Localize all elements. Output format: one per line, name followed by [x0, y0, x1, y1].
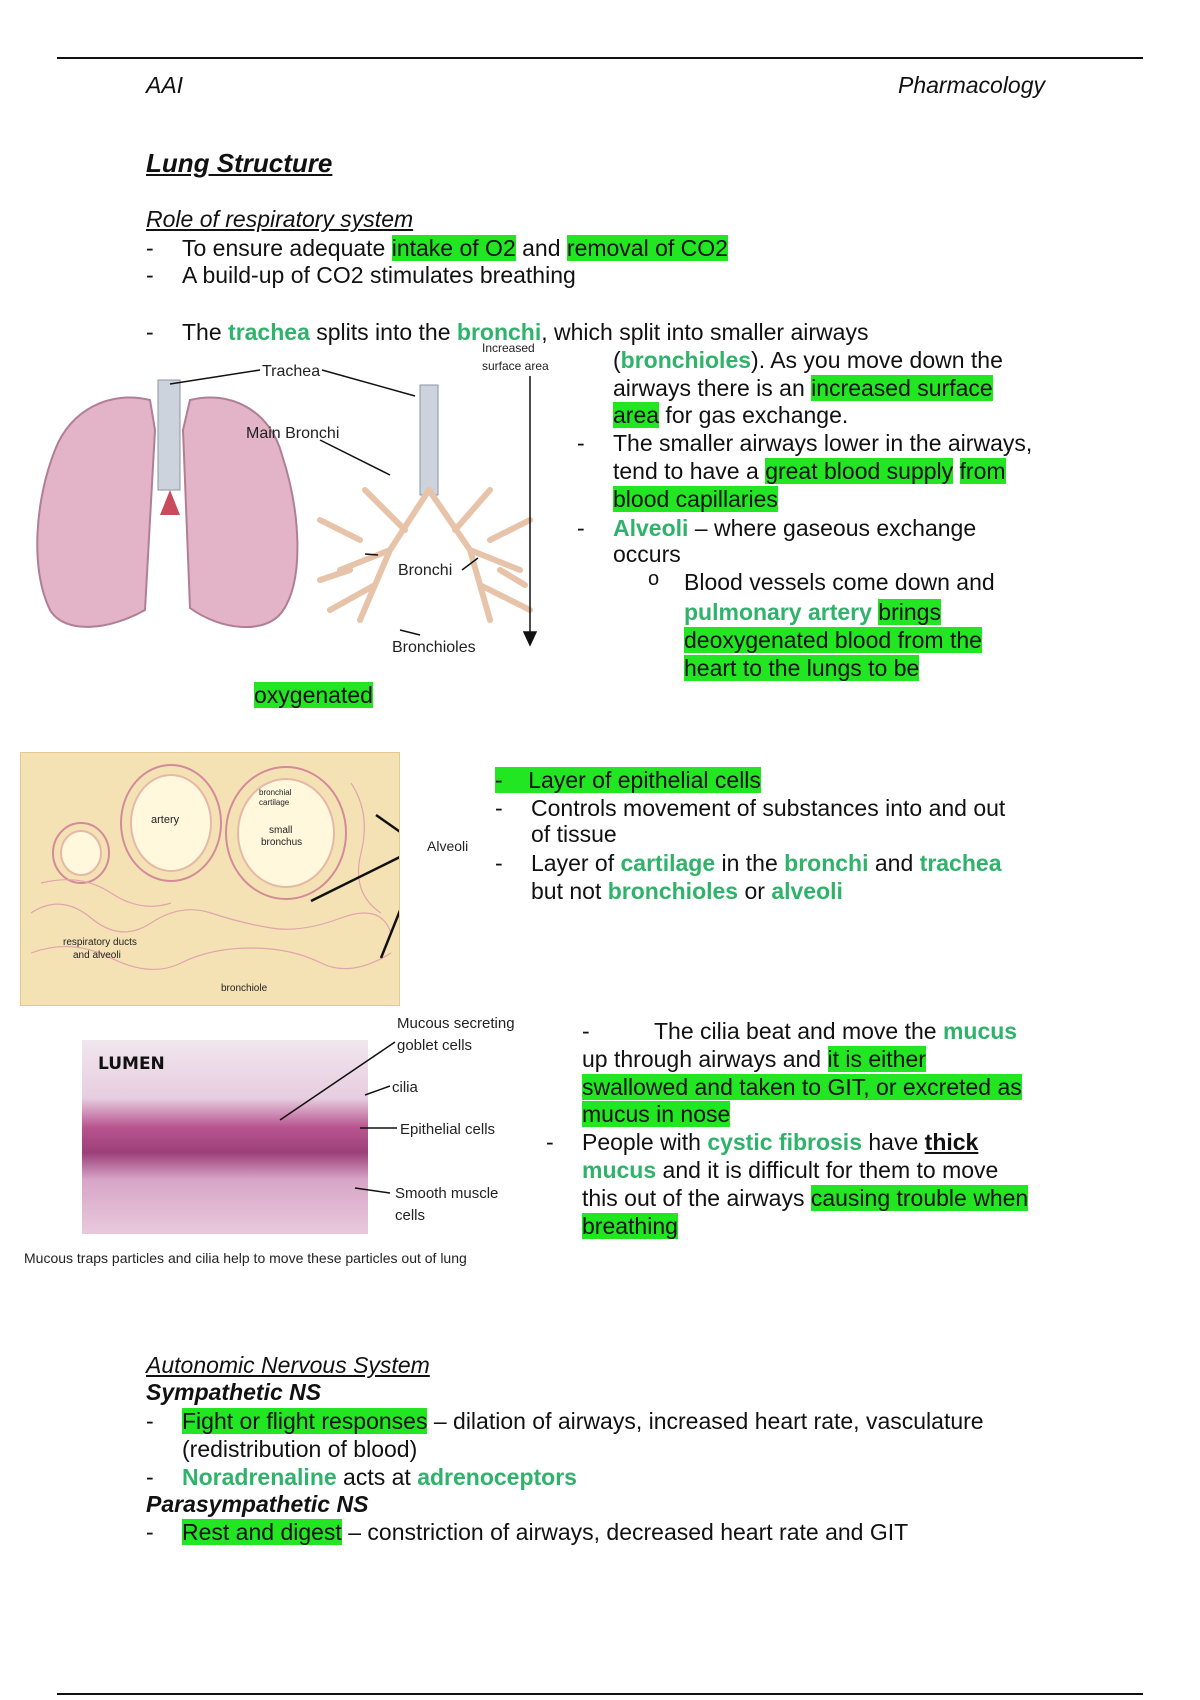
hist-artery: artery [151, 814, 180, 826]
airways-line-9: occurs [613, 541, 681, 567]
hist-resp-1: respiratory ducts [63, 937, 137, 948]
lung-diagram [20, 340, 580, 660]
bronchi-right-branch [429, 490, 530, 620]
airways-line-10: Blood vessels come down and [684, 569, 995, 595]
ans-line-4: Rest and digest – constriction of airways, decreased heart rate and GIT [182, 1519, 909, 1545]
hist-bronchiole: bronchiole [221, 983, 268, 994]
airways-line-7: blood capillaries [613, 486, 778, 512]
goblet-label-1: Mucous secreting [397, 1015, 515, 1032]
mucus-line-1: The cilia beat and move the mucus [654, 1018, 1018, 1044]
bullet-dash: - [146, 319, 154, 345]
bullet-dash: - [546, 1129, 554, 1155]
hist-bronchus: bronchus [261, 837, 303, 848]
alveoli-histology-image [20, 752, 400, 1006]
mucus-line-5: People with cystic fibrosis have thick [582, 1129, 979, 1155]
bullet-dash: - [146, 1408, 154, 1434]
ans-line-2: (redistribution of blood) [182, 1436, 418, 1462]
epi-line-2: Controls movement of substances into and out [531, 795, 1006, 821]
mucus-line-2: up through airways and it is either [582, 1046, 926, 1072]
parasympathetic-heading: Parasympathetic NS [146, 1491, 369, 1517]
epi-line-3: of tissue [531, 821, 617, 847]
mucus-line-6: mucus and it is difficult for them to move [582, 1157, 999, 1183]
bottom-rule [57, 1693, 1143, 1695]
bullet-dash: - [146, 262, 154, 288]
label-trachea: Trachea [262, 363, 321, 380]
airways-line-4: area for gas exchange. [613, 402, 849, 428]
lumen-label: LUMEN [98, 1054, 165, 1074]
role-heading: Role of respiratory system [146, 206, 414, 232]
bullet-dash: - [146, 1519, 154, 1545]
airways-line-3: airways there is an increased surface [613, 375, 993, 401]
trachea-right [420, 385, 438, 495]
header-left: AAI [146, 72, 184, 98]
ans-heading: Autonomic Nervous System [146, 1352, 430, 1378]
label-bronchioles: Bronchioles [392, 639, 476, 656]
top-rule [57, 57, 1143, 59]
label-bronchi: Bronchi [398, 562, 453, 579]
bullet-dash: - [577, 515, 585, 541]
hist-resp-2: and alveoli [73, 950, 121, 961]
ans-line-1: Fight or flight responses – dilation of airways, increased heart rate, vasculature [182, 1408, 984, 1434]
airways-line-14: oxygenated [254, 682, 373, 708]
airways-line-13: heart to the lungs to be [684, 655, 920, 681]
bullet-circle: o [648, 568, 660, 590]
airways-line-2: (bronchioles). As you move down the [613, 347, 1003, 373]
hist-small: small [269, 825, 293, 836]
epithelial-label: Epithelial cells [400, 1121, 496, 1138]
goblet-label-2: goblet cells [397, 1037, 473, 1054]
cilia-label: cilia [392, 1079, 418, 1096]
bullet-dash: - [146, 235, 154, 261]
mucus-line-7: this out of the airways causing trouble when [582, 1185, 1029, 1211]
epi-line-4: Layer of cartilage in the bronchi and trachea [531, 850, 1002, 876]
hist-bronchial: bronchial [259, 788, 292, 797]
airways-line-11: pulmonary artery brings [684, 599, 941, 625]
bullet-dash: - [146, 1464, 154, 1490]
hist-cartilage: cartilage [259, 798, 290, 807]
page-title: Lung Structure [146, 148, 333, 178]
trachea-left [158, 380, 180, 490]
airways-line-12: deoxygenated blood from the [684, 627, 982, 653]
bullet-dash: - [495, 850, 503, 876]
bullet-dash: - [582, 1018, 590, 1044]
smooth-label-2: cells [395, 1207, 426, 1224]
sympathetic-heading: Sympathetic NS [146, 1379, 322, 1405]
airways-line-6: tend to have a great blood supply from [613, 458, 1006, 484]
role-bullet-1: To ensure adequate intake of O2 and removal of CO2 [182, 235, 728, 261]
smooth-label-1: Smooth muscle [395, 1185, 499, 1202]
ans-line-3: Noradrenaline acts at adrenoceptors [182, 1464, 577, 1490]
left-lung-lobe [37, 397, 155, 626]
mucus-line-3: swallowed and taken to GIT, or excreted as [582, 1074, 1022, 1100]
airways-line-1: The trachea splits into the bronchi, which split into smaller airways [182, 319, 869, 345]
cilia-annotations [260, 1010, 530, 1240]
bullet-dash: - [495, 795, 503, 821]
header-right: Pharmacology [898, 72, 1046, 98]
airways-line-8: Alveoli – where gaseous exchange [613, 515, 977, 541]
bullet-dash: - [577, 430, 585, 456]
airways-line-5: The smaller airways lower in the airways, [613, 430, 1033, 456]
hist-alveoli-label: Alveoli [427, 838, 469, 854]
cilia-caption: Mucous traps particles and cilia help to move these particles out of lung [24, 1250, 467, 1266]
role-bullet-2: A build-up of CO2 stimulates breathing [182, 262, 576, 288]
epi-line-1: - Layer of epithelial cells [495, 767, 761, 793]
epi-line-5: but not bronchioles or alveoli [531, 878, 843, 904]
histology-svg [21, 753, 399, 1005]
label-increased: Increased [482, 341, 535, 355]
label-surface-area: surface area [482, 359, 549, 373]
mucus-line-4: mucus in nose [582, 1101, 731, 1127]
heart-notch [160, 490, 180, 515]
label-main-bronchi: Main Bronchi [246, 425, 340, 442]
mucus-line-8: breathing [582, 1213, 678, 1239]
